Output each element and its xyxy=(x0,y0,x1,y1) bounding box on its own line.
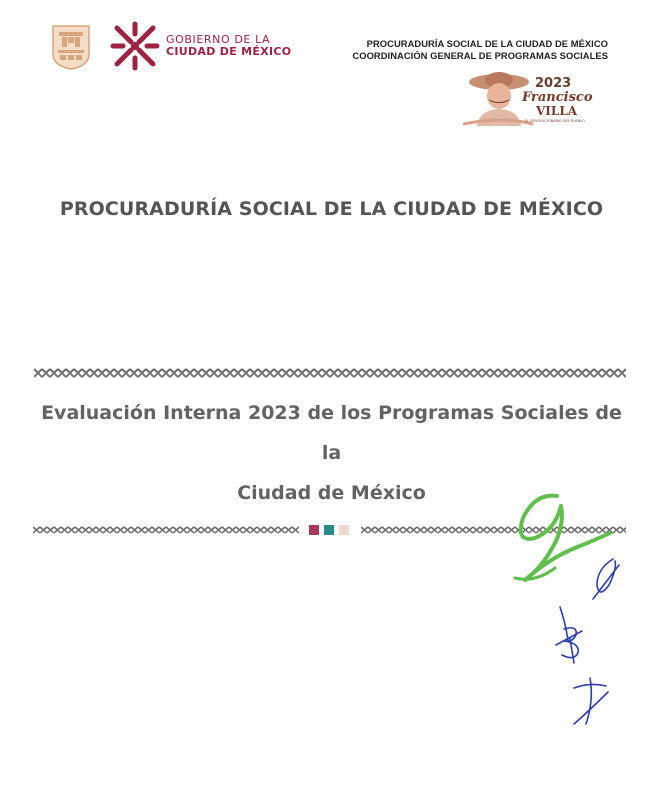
decorative-square-beige xyxy=(339,525,349,535)
year-logo-year: 2023 xyxy=(535,76,572,91)
cdmx-coat-of-arms-icon xyxy=(50,24,92,70)
subtitle-line1: Evaluación Interna 2023 de los Programas Sociales de la xyxy=(41,402,622,464)
government-name-line1: GOBIERNO DE LA xyxy=(166,33,271,46)
braid-divider-bottom-left xyxy=(33,525,299,535)
signature-blue-1 xyxy=(585,555,625,605)
institution-title: PROCURADURÍA SOCIAL DE LA CIUDAD DE MÉXICO xyxy=(59,198,604,220)
decorative-square-teal xyxy=(324,525,334,535)
decorative-square-guinda xyxy=(309,525,319,535)
office-line2: COORDINACIÓN GENERAL DE PROGRAMAS SOCIALES xyxy=(352,50,608,61)
office-line1: PROCURADURÍA SOCIAL DE LA CIUDAD DE MÉXICO xyxy=(366,38,608,49)
year-logo-name-first: Francisco xyxy=(522,90,593,105)
year-logo-tagline: EL REVOLUCIONARIO DEL PUEBLO xyxy=(525,119,585,123)
government-name-line2: CIUDAD DE MÉXICO xyxy=(166,45,292,58)
office-header xyxy=(318,38,608,62)
government-name xyxy=(166,34,291,58)
braid-divider-top xyxy=(34,366,626,380)
subtitle-line2: Ciudad de México xyxy=(237,482,426,504)
signature-blue-3 xyxy=(568,670,613,730)
gobierno-cdmx-logo-icon xyxy=(109,20,161,72)
year-logo-name-last: VILLA xyxy=(536,104,578,118)
signature-blue-2 xyxy=(552,605,592,665)
